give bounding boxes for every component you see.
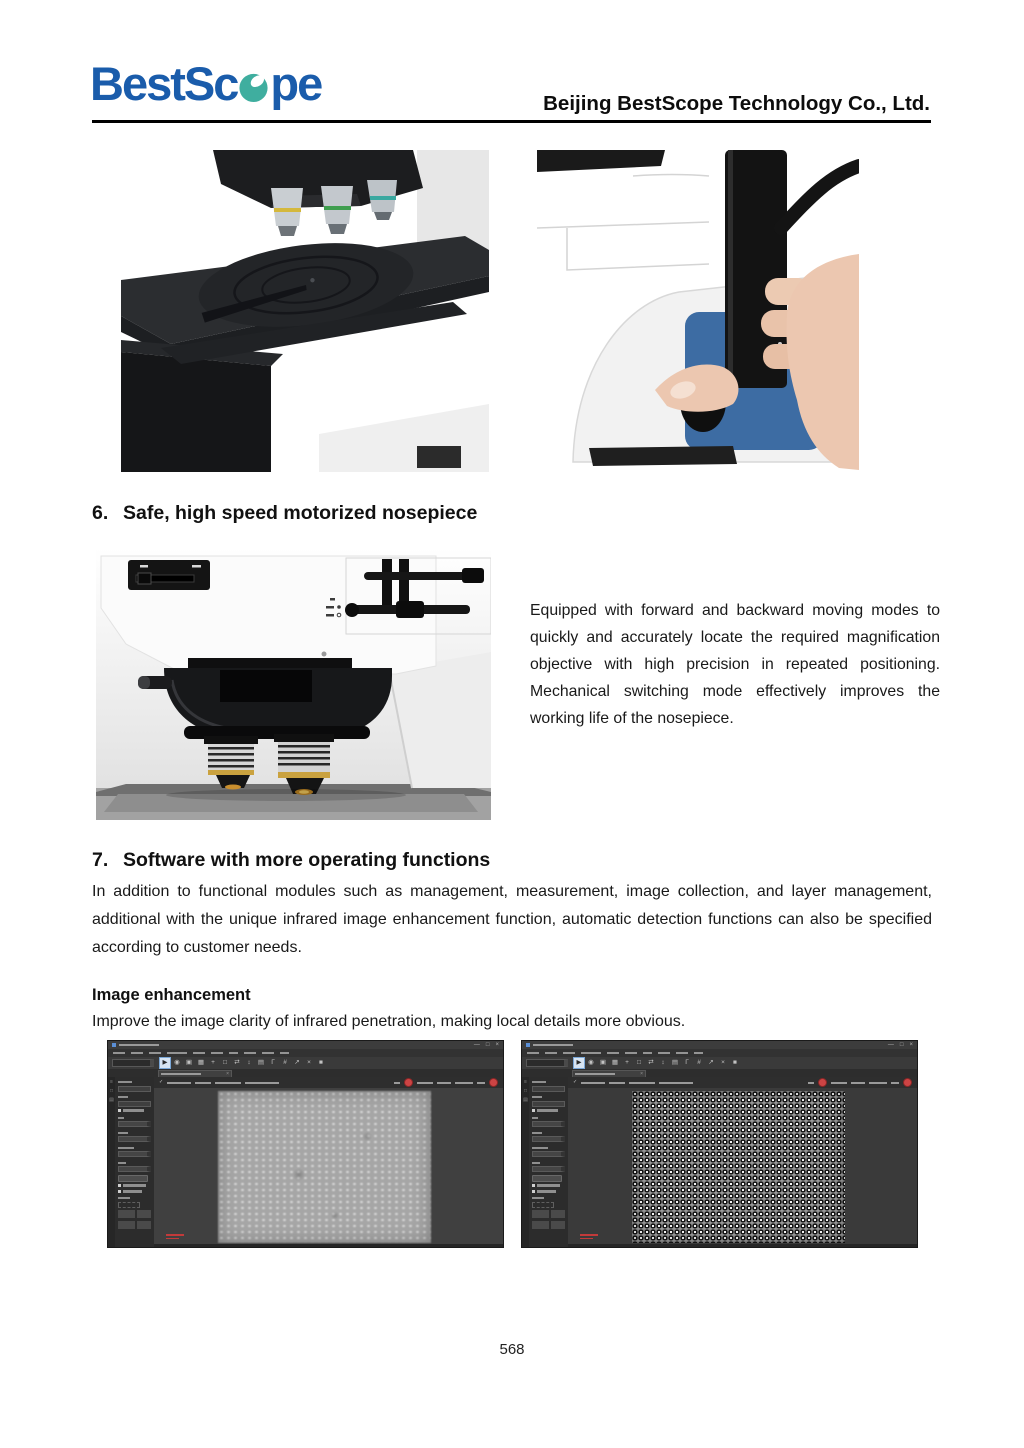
sidebar-label [118, 1162, 126, 1164]
tab-close-icon[interactable]: × [226, 1071, 229, 1077]
param-chip [831, 1082, 847, 1084]
sidebar-select[interactable] [532, 1136, 565, 1142]
image-tab[interactable] [158, 1070, 232, 1077]
toolbar-icon[interactable]: □ [223, 1059, 227, 1066]
param-chip [659, 1082, 693, 1084]
menu-bar [522, 1049, 917, 1057]
menu-item[interactable] [625, 1052, 637, 1054]
param-chip [609, 1082, 625, 1084]
toolbar-icon[interactable]: × [307, 1059, 311, 1066]
image-enhancement-body: Improve the image clarity of infrared penetration, making local details more obvious. [92, 1013, 686, 1030]
sidebar-btnrow[interactable] [118, 1210, 151, 1218]
software-window [107, 1040, 504, 1248]
sidebar-label [532, 1147, 548, 1149]
sidebar-btnrow[interactable] [532, 1210, 565, 1218]
camera-status-label [580, 1234, 598, 1239]
app-icon [526, 1043, 530, 1047]
param-chip [629, 1082, 655, 1084]
auto-exposure-check[interactable]: ✓ [573, 1079, 578, 1085]
toolbar-icon[interactable]: × [721, 1059, 725, 1066]
tab-title [575, 1073, 615, 1075]
rail-icon[interactable]: ≡ [524, 1079, 527, 1085]
minimize-icon[interactable]: — [887, 1042, 894, 1048]
section-6-heading [92, 502, 477, 525]
tab-strip [108, 1069, 503, 1077]
toolbar-icon[interactable]: ↕ [247, 1059, 251, 1066]
camera-status-label [166, 1234, 184, 1239]
param-chip [167, 1082, 191, 1084]
rail-icon[interactable]: ≡ [110, 1079, 113, 1085]
window-controls [474, 1041, 499, 1049]
sidebar-label [118, 1197, 130, 1199]
tab-title [161, 1073, 201, 1075]
toolbar-icon[interactable]: Γ [685, 1059, 689, 1066]
toolbar-icon[interactable]: ▶ [160, 1058, 170, 1068]
toolbar-icon[interactable]: Γ [271, 1059, 275, 1066]
sidebar-select[interactable] [532, 1166, 565, 1172]
toolbar-icon[interactable]: ▤ [257, 1059, 265, 1066]
rail-icon[interactable]: □ [109, 1088, 114, 1094]
record-button[interactable] [404, 1078, 413, 1087]
sidebar-box[interactable] [118, 1101, 151, 1107]
sidebar-box[interactable] [118, 1086, 151, 1092]
app-icon [112, 1043, 116, 1047]
toolbar-icon[interactable]: ■ [733, 1059, 737, 1066]
control-panel-sidebar [108, 1077, 154, 1247]
bf-df-switch [128, 560, 210, 590]
param-chip [851, 1082, 865, 1084]
bestscope-logo [90, 57, 322, 110]
menu-item[interactable] [280, 1052, 289, 1054]
menu-item[interactable] [229, 1052, 238, 1054]
sidebar-label [118, 1132, 128, 1134]
toolbar-icon[interactable]: ↗ [708, 1059, 714, 1066]
tab-strip [522, 1069, 917, 1077]
close-icon[interactable]: × [495, 1042, 499, 1048]
sidebar-select[interactable] [118, 1151, 151, 1157]
sidebar-select[interactable] [532, 1121, 565, 1127]
menu-item[interactable] [113, 1052, 125, 1054]
toolbar-icon[interactable]: ▦ [197, 1059, 205, 1066]
title-bar [108, 1041, 503, 1049]
photo-stage-objectives [121, 150, 489, 472]
sidebar-check[interactable] [118, 1190, 142, 1193]
toolbar-icon[interactable]: ◉ [174, 1059, 180, 1066]
nosepiece-illustration [96, 548, 491, 820]
sidebar-btn[interactable] [118, 1175, 148, 1182]
section-6-title: Safe, high speed motorized nosepiece [123, 502, 478, 524]
toolbar-icon[interactable]: ↗ [294, 1059, 300, 1066]
toolbar-icon[interactable]: ▦ [611, 1059, 619, 1066]
software-window [521, 1040, 918, 1248]
snapshot-button[interactable] [903, 1078, 912, 1087]
panel-rail [522, 1077, 529, 1247]
sidebar-select[interactable] [532, 1151, 565, 1157]
control-panel-sidebar [522, 1077, 568, 1247]
image-enhancement-heading: Image enhancement [92, 986, 251, 1004]
toolbar-icon[interactable]: # [697, 1059, 701, 1066]
close-icon[interactable]: × [909, 1042, 913, 1048]
toolbar-icons [160, 1058, 326, 1068]
maximize-icon[interactable]: □ [485, 1042, 490, 1048]
sidebar-rows [529, 1077, 568, 1247]
param-chip [891, 1082, 899, 1084]
company-name: Beijing BestScope Technology Co., Ltd. [543, 92, 930, 115]
menu-item[interactable] [262, 1052, 274, 1054]
toolbar [108, 1057, 503, 1069]
sidebar-label [532, 1096, 542, 1098]
toolbar-icon[interactable]: ⇄ [234, 1059, 240, 1066]
hand-knob-illustration [537, 150, 859, 470]
param-chip [477, 1082, 485, 1084]
sidebar-label [532, 1197, 544, 1199]
param-chip [417, 1082, 433, 1084]
window-body [108, 1077, 503, 1247]
param-chip [245, 1082, 279, 1084]
live-image-blurred-grid [218, 1091, 431, 1243]
sidebar-btnrow[interactable] [532, 1221, 565, 1229]
sidebar-label [532, 1117, 538, 1119]
sidebar-label [532, 1081, 546, 1083]
toolbar-icon[interactable]: + [625, 1059, 629, 1066]
sidebar-select[interactable] [118, 1166, 151, 1172]
param-chip [437, 1082, 451, 1084]
panel-rail [108, 1077, 115, 1247]
toolbar-dropdown[interactable] [526, 1059, 568, 1067]
section-6-body: Equipped with forward and backward moving modes to quickly and accurately locate the required magnification objective with high precision in repeated positioning. Mechanical switching mode effectively improves the working life of the nosepiece. [530, 602, 940, 727]
toolbar-icons [574, 1058, 740, 1068]
param-chip [455, 1082, 473, 1084]
enhanced-image-grid [632, 1091, 845, 1243]
toolbar-icon[interactable]: ▣ [599, 1059, 607, 1066]
status-line [154, 1244, 503, 1247]
menu-item[interactable] [581, 1052, 601, 1054]
sidebar-check[interactable] [532, 1109, 558, 1112]
menu-item[interactable] [211, 1052, 223, 1054]
toolbar [522, 1057, 917, 1069]
sidebar-label [118, 1096, 128, 1098]
sidebar-label [532, 1162, 540, 1164]
photo-hand-knob [537, 150, 859, 470]
section-6-number: 6. [92, 502, 109, 524]
sidebar-ghost[interactable] [118, 1202, 140, 1208]
sidebar-box[interactable] [532, 1086, 565, 1092]
toolbar-icon[interactable]: + [211, 1059, 215, 1066]
section-7-title: Software with more operating functions [123, 849, 491, 871]
toolbar-icon[interactable]: ◉ [588, 1059, 594, 1066]
menu-item[interactable] [694, 1052, 703, 1054]
menu-item[interactable] [563, 1052, 575, 1054]
window-title [533, 1044, 573, 1046]
header-rule [92, 120, 931, 123]
menu-item[interactable] [149, 1052, 161, 1054]
image-tab[interactable] [572, 1070, 646, 1077]
sidebar-btn[interactable] [532, 1175, 562, 1182]
menu-item[interactable] [193, 1052, 205, 1054]
tab-close-icon[interactable]: × [640, 1071, 643, 1077]
param-chip [581, 1082, 605, 1084]
rail-icon[interactable]: ▤ [109, 1097, 114, 1103]
page-number: 568 [499, 1341, 525, 1358]
section-7-body: In addition to functional modules such as management, measurement, image collection, and layer management, additional with the unique infrared image enhancement function, automatic detection functions can also be specified according to customer needs. [92, 883, 932, 956]
menu-item[interactable] [607, 1052, 619, 1054]
menu-item[interactable] [643, 1052, 652, 1054]
window-body [522, 1077, 917, 1247]
toolbar-icon[interactable]: ▣ [185, 1059, 193, 1066]
menu-item[interactable] [676, 1052, 688, 1054]
menu-item[interactable] [131, 1052, 143, 1054]
record-button[interactable] [818, 1078, 827, 1087]
minimize-icon[interactable]: — [473, 1042, 480, 1048]
auto-exposure-check[interactable]: ✓ [159, 1079, 164, 1085]
camera-parameter-bar [568, 1077, 917, 1088]
toolbar-icon[interactable]: ▶ [574, 1058, 584, 1068]
toolbar-icon[interactable]: □ [637, 1059, 641, 1066]
menu-item[interactable] [527, 1052, 539, 1054]
sidebar-check[interactable] [532, 1184, 560, 1187]
sidebar-btnrow[interactable] [118, 1221, 151, 1229]
menu-item[interactable] [545, 1052, 557, 1054]
param-chip [808, 1082, 814, 1084]
stage-illustration [121, 150, 489, 472]
section-7-heading [92, 849, 490, 872]
sidebar-check[interactable] [532, 1190, 556, 1193]
sidebar-rows [115, 1077, 154, 1247]
section-7-number: 7. [92, 849, 109, 871]
toolbar-icon[interactable]: # [283, 1059, 287, 1066]
image-canvas [154, 1077, 503, 1247]
param-chip [215, 1082, 241, 1084]
sidebar-check[interactable] [118, 1109, 144, 1112]
toolbar-icon[interactable]: ⇄ [648, 1059, 654, 1066]
window-controls [888, 1041, 913, 1049]
sidebar-label [118, 1117, 124, 1119]
rail-icon[interactable]: □ [523, 1088, 528, 1094]
photo-nosepiece [96, 548, 491, 820]
param-chip [195, 1082, 211, 1084]
image-canvas [568, 1077, 917, 1247]
sidebar-label [532, 1132, 542, 1134]
sidebar-check[interactable] [118, 1184, 146, 1187]
snapshot-button[interactable] [489, 1078, 498, 1087]
window-title [119, 1044, 159, 1046]
sidebar-label [118, 1147, 134, 1149]
logo-o-icon [237, 63, 270, 110]
camera-parameter-bar [154, 1077, 503, 1088]
toolbar-dropdown[interactable] [112, 1059, 154, 1067]
param-chip [394, 1082, 400, 1084]
sidebar-ghost[interactable] [532, 1202, 554, 1208]
rail-icon[interactable]: ▤ [523, 1097, 528, 1103]
status-line [568, 1244, 917, 1247]
logo-text-suffix: pe [270, 57, 322, 110]
title-bar [522, 1041, 917, 1049]
sidebar-box[interactable] [532, 1101, 565, 1107]
maximize-icon[interactable]: □ [899, 1042, 904, 1048]
menu-item[interactable] [658, 1052, 670, 1054]
menu-bar [108, 1049, 503, 1057]
sidebar-select[interactable] [118, 1136, 151, 1142]
logo-text-prefix: BestSc [90, 57, 238, 110]
toolbar-icon[interactable]: ▤ [671, 1059, 679, 1066]
sidebar-select[interactable] [118, 1121, 151, 1127]
sidebar-label [118, 1081, 132, 1083]
menu-item[interactable] [244, 1052, 256, 1054]
param-chip [869, 1082, 887, 1084]
toolbar-icon[interactable]: ↕ [661, 1059, 665, 1066]
menu-item[interactable] [167, 1052, 187, 1054]
toolbar-icon[interactable]: ■ [319, 1059, 323, 1066]
